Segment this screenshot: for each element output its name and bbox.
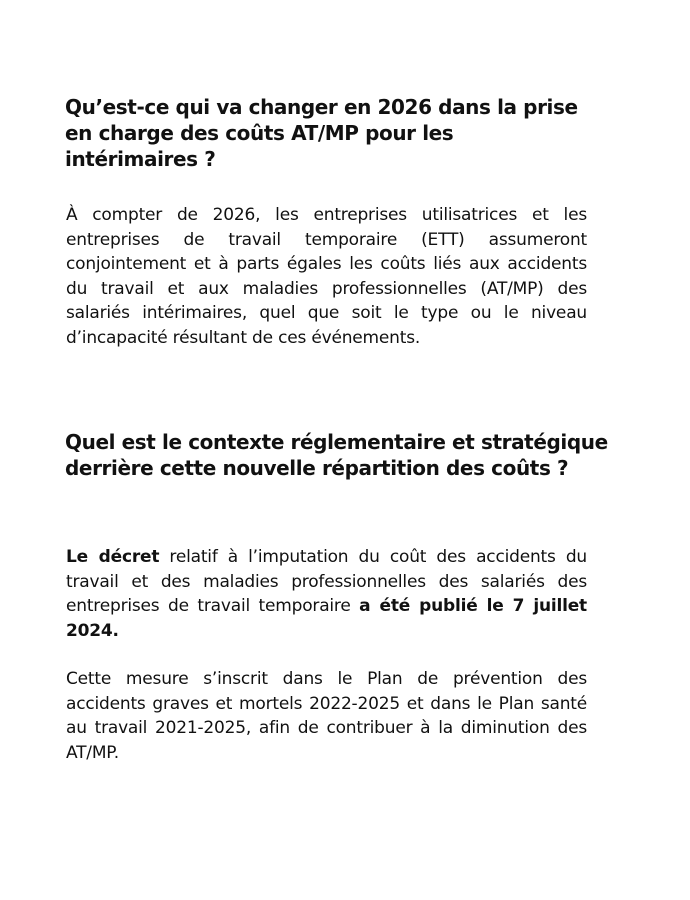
- section-2-heading: Quel est le contexte réglementaire et stratégique derrière cette nouvelle répartition des coûts ?: [65, 430, 608, 480]
- publication-date-bold: a été publié le 7 juillet 2024.: [66, 596, 587, 641]
- section-2-paragraph-2: Cette mesure s’inscrit dans le Plan de prévention des accidents graves et mortels 2022-2025 et dans le Plan santé au travail 2021-2025, afin de contribuer à la diminution des AT/MP.: [66, 669, 587, 763]
- section-1-heading: Qu’est-ce qui va changer en 2026 dans la prise en charge des coûts AT/MP pour les intérimaires ?: [65, 95, 578, 171]
- section-1-paragraph: À compter de 2026, les entreprises utilisatrices et les entreprises de travail temporaire (ETT) assumeront conjointement et à parts égales les coûts liés aux accidents du travail et aux maladies professionnelles (AT/MP) des salariés intérimaires, quel que soit le type ou le niveau d’incapacité résultant de ces événements.: [66, 205, 587, 348]
- decree-description: relatif à l’imputation du coût des accidents du travail et des maladies professionnelles des salariés des entreprises de travail temporaire: [66, 547, 587, 616]
- decree-bold-lead: Le décret: [66, 547, 160, 567]
- section-2-paragraph-1: [66, 545, 587, 643]
